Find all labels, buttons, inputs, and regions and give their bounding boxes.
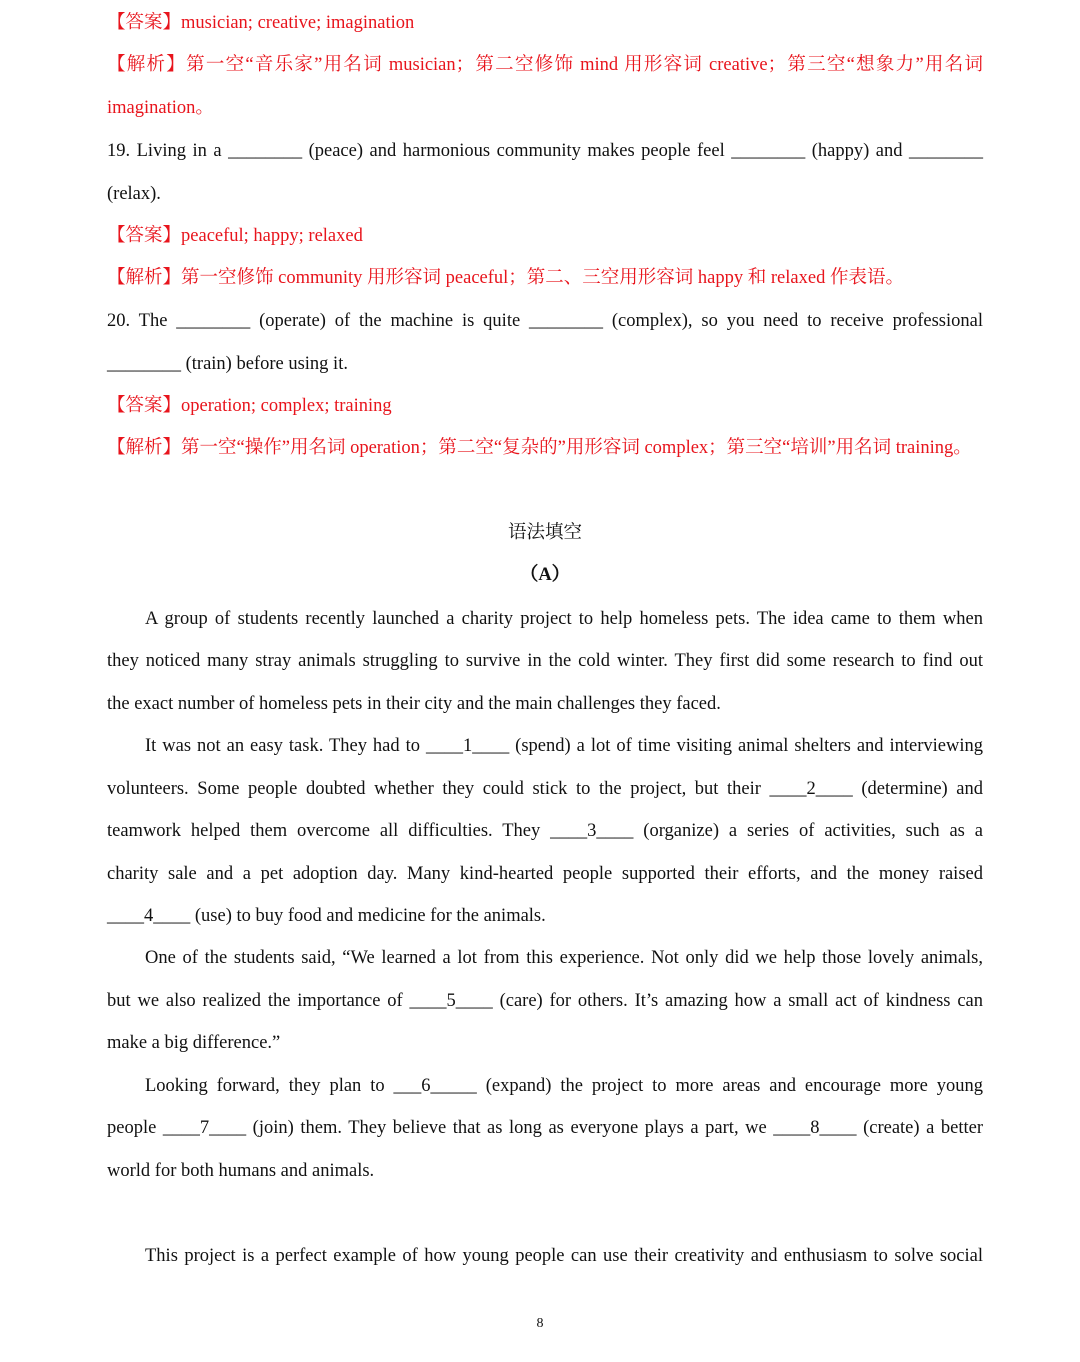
q20-question-line2: ________ (train) before using it. (107, 354, 348, 374)
q19-answer (107, 224, 983, 248)
passage-p4-line1: Looking forward, they plan to ___6_____ (expand) the project to more areas and encourage more young (145, 1076, 983, 1096)
analysis-tag: 【解析】 (107, 438, 182, 458)
page-number: 8 (536, 1316, 544, 1331)
passage-p4-line2: people ____7____ (join) them. They believe that as long as everyone plays a part, we ____8____ (create) a better (107, 1118, 983, 1138)
q19-analysis (107, 266, 983, 290)
passage-p1-line2: they noticed many stray animals struggling to survive in the cold winter. They first did some research to find out (107, 651, 983, 671)
q19-question-line2: (relax). (107, 184, 161, 204)
q18-analysis-line2: imagination。 (107, 98, 214, 118)
answer-text: peaceful; happy; relaxed (181, 226, 363, 246)
q20-question-line1: 20. The ________ (operate) of the machine is quite ________ (complex), so you need to receive professional (107, 311, 983, 331)
q18-analysis-line1 (107, 53, 983, 77)
passage-p2-line5: ____4____ (use) to buy food and medicine for the animals. (107, 906, 546, 926)
passage-p1-line3: the exact number of homeless pets in their city and the main challenges they faced. (107, 694, 721, 714)
passage-p3-line2: but we also realized the importance of ____5____ (care) for others. It’s amazing how a small act of kindness can (107, 991, 983, 1011)
answer-tag: 【答案】 (107, 13, 182, 33)
q20-answer (107, 394, 983, 418)
answer-text: musician; creative; imagination (181, 13, 415, 33)
answer-tag: 【答案】 (107, 226, 182, 246)
answer-tag: 【答案】 (107, 396, 182, 416)
passage-p2-line3: teamwork helped them overcome all difficulties. They ____3____ (organize) a series of activities, such as a (107, 821, 983, 841)
passage-p2-line2: volunteers. Some people doubted whether they could stick to the project, but their ____2____ (determine) and (107, 779, 983, 799)
q18-answer (107, 11, 983, 35)
passage-p5-line1: This project is a perfect example of how young people can use their creativity and enthusiasm to solve social (145, 1246, 983, 1266)
passage-p1-line1: A group of students recently launched a charity project to help homeless pets. The idea came to them when (145, 609, 983, 629)
analysis-tag: 【解析】 (107, 268, 182, 288)
passage-p4-line3: world for both humans and animals. (107, 1161, 375, 1181)
analysis-text: 第一空“操作”用名词 operation；第二空“复杂的”用形容词 complex；第三空“培训”用名词 training。 (181, 438, 972, 458)
section-title: 语法填空 (507, 523, 582, 543)
answer-text: operation; complex; training (181, 396, 392, 416)
passage-p2-line4: charity sale and a pet adoption day. Many kind-hearted people supported their efforts, and the money raised (107, 864, 983, 884)
passage-p3-line3: make a big difference.” (107, 1033, 281, 1053)
passage-p2-line1: It was not an easy task. They had to ____1____ (spend) a lot of time visiting animal shelters and interviewing (145, 736, 983, 756)
analysis-text: 第一空修饰 community 用形容词 peaceful；第二、三空用形容词 happy 和 relaxed 作表语。 (181, 268, 904, 288)
analysis-text: 第一空“音乐家”用名词 musician；第二空修饰 mind 用形容词 creative；第三空“想象力”用名词 (186, 55, 983, 75)
section-subtitle: （A） (519, 565, 571, 585)
passage-p3-line1: One of the students said, “We learned a lot from this experience. Not only did we help those lovely animals, (145, 948, 983, 968)
q20-analysis (107, 436, 983, 460)
analysis-tag: 【解析】 (107, 55, 187, 75)
q19-question-line1: 19. Living in a ________ (peace) and harmonious community makes people feel ________ (happy) and ________ (107, 141, 983, 161)
